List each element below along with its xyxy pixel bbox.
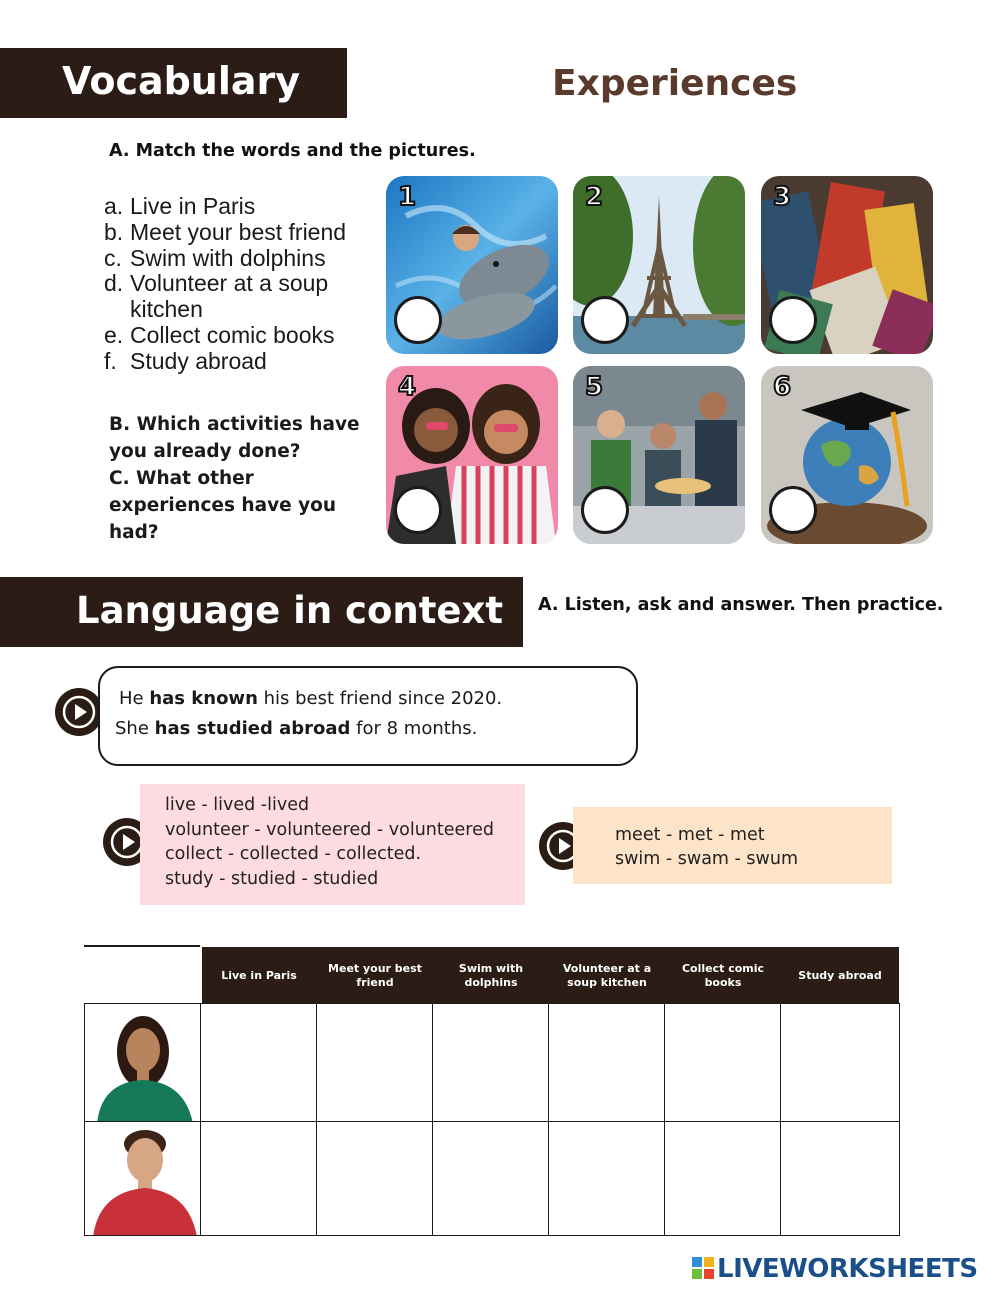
word-item-e: e. Collect comic books (104, 321, 335, 348)
picture-number: 5 (585, 372, 604, 402)
play-icon (55, 688, 103, 736)
vocabulary-title: Vocabulary (62, 59, 301, 103)
language-banner (0, 577, 523, 647)
liveworksheets-mark-icon (692, 1257, 714, 1279)
word-item-a: a. Live in Paris (104, 193, 256, 219)
picture-number: 6 (773, 372, 792, 402)
word-item-d-cont: kitchen (130, 296, 203, 323)
picture-3 (761, 176, 933, 354)
language-title: Language in context (76, 589, 504, 632)
table-cell[interactable] (316, 1121, 434, 1236)
answer-circle-3[interactable] (769, 296, 817, 344)
regular-verbs-box (140, 784, 525, 905)
boy-avatar (85, 1122, 201, 1236)
questions-bc (109, 411, 379, 546)
experiences-subtitle: Experiences (552, 63, 798, 104)
table-cell[interactable] (432, 1003, 550, 1123)
example-sentence-2: She has studied abroad for 8 months. (115, 718, 478, 739)
question-c-line2: experiences have you (109, 495, 337, 516)
table-header: Collect comic books (665, 947, 781, 1004)
table-header: Study abroad (781, 947, 899, 1004)
picture-4 (386, 366, 558, 544)
avatar-cell (84, 1003, 201, 1123)
liveworksheets-logo[interactable] (692, 1254, 978, 1284)
word-item-d: d. Volunteer at a soup (104, 270, 329, 297)
verb-line: meet - met - met (615, 825, 765, 845)
word-item-f: f. Study abroad (104, 347, 267, 374)
verb-line: swim - swam - swum (615, 849, 798, 869)
table-header: Swim with dolphins (433, 947, 549, 1004)
picture-number: 4 (398, 372, 417, 402)
answer-circle-4[interactable] (394, 486, 442, 534)
play-audio-button[interactable] (55, 688, 103, 736)
picture-1 (386, 176, 558, 354)
irregular-verbs-box (573, 807, 892, 884)
listen-instruction: A. Listen, ask and answer. Then practice. (538, 595, 944, 615)
logo-text: LIVEWORKSHEETS (717, 1254, 978, 1284)
picture-number: 1 (398, 182, 417, 212)
table-cell[interactable] (548, 1121, 666, 1236)
question-c-line3: had? (109, 522, 159, 543)
instruction-a: A. Match the words and the pictures. (109, 141, 476, 161)
question-b-line2: you already done? (109, 441, 301, 462)
table-cell[interactable] (432, 1121, 550, 1236)
picture-2 (573, 176, 745, 354)
table-cell[interactable] (316, 1003, 434, 1123)
header-divider (201, 945, 202, 1004)
answer-circle-1[interactable] (394, 296, 442, 344)
table-cell[interactable] (664, 1121, 782, 1236)
answer-circle-5[interactable] (581, 486, 629, 534)
question-b-line1: B. Which activities have (109, 414, 360, 435)
verb-line: volunteer - volunteered - volunteered (165, 820, 494, 840)
verb-line: study - studied - studied (165, 869, 379, 889)
vocabulary-banner (0, 48, 347, 118)
verb-line: live - lived -lived (165, 795, 310, 815)
table-header: Live in Paris (201, 947, 317, 1004)
avatar-cell (84, 1121, 201, 1236)
example-sentence-1: He has known his best friend since 2020. (119, 688, 503, 709)
table-cell[interactable] (548, 1003, 666, 1123)
picture-5 (573, 366, 745, 544)
picture-number: 2 (585, 182, 604, 212)
answer-circle-6[interactable] (769, 486, 817, 534)
picture-6 (761, 366, 933, 544)
table-cell[interactable] (780, 1003, 900, 1123)
answer-circle-2[interactable] (581, 296, 629, 344)
table-header: Meet your best friend (317, 947, 433, 1004)
word-list (104, 194, 346, 375)
verb-line: collect - collected - collected. (165, 844, 422, 864)
table-cell[interactable] (780, 1121, 900, 1236)
table-cell[interactable] (200, 1121, 318, 1236)
word-item-b: b. Meet your best friend (104, 218, 347, 245)
table-top-rule (84, 945, 200, 947)
table-header: Volunteer at a soup kitchen (549, 947, 665, 1004)
word-item-c: c. Swim with dolphins (104, 244, 326, 271)
table-cell[interactable] (200, 1003, 318, 1123)
example-sentences-box (98, 666, 638, 766)
question-c-line1: C. What other (109, 468, 254, 489)
picture-number: 3 (773, 182, 792, 212)
girl-avatar (85, 1004, 201, 1123)
table-cell[interactable] (664, 1003, 782, 1123)
